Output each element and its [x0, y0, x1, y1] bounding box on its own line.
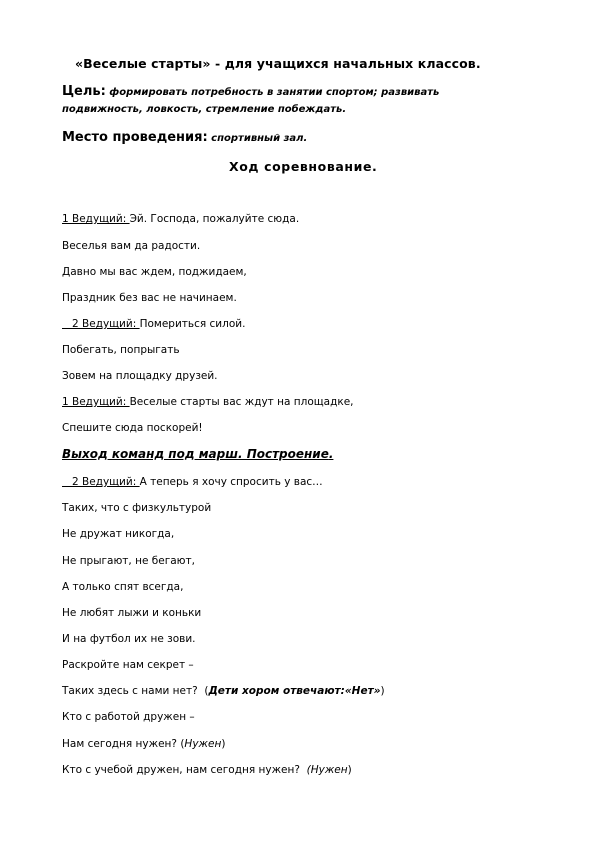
answer-text: (Нужен	[306, 764, 348, 776]
answer-text: Дети хором отвечают:«Нет»	[208, 685, 381, 697]
text-line: Не дружат никогда,	[62, 528, 175, 540]
text-line	[62, 738, 225, 750]
speaker-label: 2 Ведущий:	[62, 318, 140, 330]
line-text: Таких здесь с нами нет? (	[62, 685, 209, 697]
text-line	[62, 685, 385, 697]
text-line: А только спят всегда,	[62, 581, 184, 593]
line-text-end: )	[380, 685, 385, 697]
document-title: «Веселые старты» - для учащихся начальных классов.	[75, 56, 481, 71]
place-text: спортивный зал.	[207, 133, 308, 144]
text-line: Не любят лыжи и коньки	[62, 607, 202, 619]
goal-label: Цель:	[62, 84, 106, 99]
text-line	[62, 764, 352, 776]
text-line	[62, 318, 245, 330]
text-line: Раскройте нам секрет –	[62, 659, 194, 671]
goal-text-1: формировать потребность в занятии спортом; развивать	[105, 87, 440, 98]
speaker-label: 2 Ведущий:	[62, 476, 140, 488]
text-line: Побегать, попрыгать	[62, 344, 180, 356]
speaker-label: 1 Ведущий:	[62, 213, 130, 225]
text-line	[62, 476, 323, 488]
text-line: Кто с работой дружен –	[62, 711, 195, 723]
text-line	[62, 213, 299, 225]
text-line: Спешите сюда поскорей!	[62, 422, 203, 434]
line-text: А теперь я хочу спросить у вас…	[139, 476, 323, 488]
stage-direction-dot: .	[328, 447, 334, 461]
line-text-end: )	[221, 738, 226, 750]
text-line	[62, 396, 354, 408]
line-text: Нам сегодня нужен? (	[62, 738, 185, 750]
speaker-label: 1 Ведущий:	[62, 396, 130, 408]
place-label: Место проведения:	[62, 130, 208, 145]
text-line: И на футбол их не зови.	[62, 633, 196, 645]
goal-line	[62, 84, 439, 99]
answer-text: Нужен	[184, 738, 222, 750]
stage-direction-text: Выход команд под марш. Построение	[62, 447, 329, 461]
section-heading: Ход соревнование.	[229, 159, 378, 174]
place-line	[62, 130, 307, 145]
goal-text-2: подвижность, ловкость, стремление побеждать.	[62, 104, 347, 115]
line-text-end: )	[347, 764, 352, 776]
text-line: Таких, что с физкультурой	[62, 502, 212, 514]
line-text: Эй. Господа, пожалуйте сюда.	[129, 213, 300, 225]
text-line: Зовем на площадку друзей.	[62, 370, 218, 382]
text-line: Не прыгают, не бегают,	[62, 555, 195, 567]
text-line: Праздник без вас не начинаем.	[62, 292, 237, 304]
text-line: Давно мы вас ждем, поджидаем,	[62, 266, 247, 278]
stage-direction	[62, 447, 333, 461]
text-line: Веселья вам да радости.	[62, 240, 201, 252]
line-text: Веселые старты вас ждут на площадке,	[129, 396, 354, 408]
line-text: Кто с учебой дружен, нам сегодня нужен?	[62, 764, 307, 776]
line-text: Помериться силой.	[139, 318, 246, 330]
